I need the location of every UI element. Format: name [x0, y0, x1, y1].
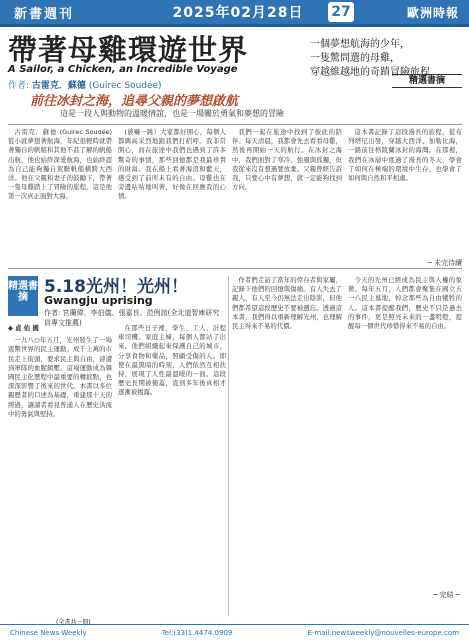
article2-text-4: 今天的光州已經成為民主與人權的象徵。每年五月，人們都會聚集在國立五一八民主墓地，悼念那些為自由犧牲的人。這本書提醒我們，歷史不只是過去的事件，更是照亮未來的一盞明燈，提醒每一個世代珍惜得來不易的自由。	[348, 276, 462, 331]
series-note: (全書共一冊)	[56, 619, 91, 626]
article2-english-title: Gwangju uprising	[44, 294, 153, 307]
article2-byline: ◆ 貞 佑 國	[8, 324, 39, 332]
banner-divider	[8, 124, 462, 125]
article-divider	[8, 268, 462, 269]
issue-date: 2025年02月28日	[172, 5, 304, 21]
page-footer	[0, 624, 469, 640]
article2-col-1	[8, 324, 112, 614]
footer-publication: Chinese News Weekly	[10, 628, 87, 637]
author-name: 古雷克．蘇德	[31, 81, 86, 91]
article1-text-1: 古雷克．蘇德 (Guirec Soudée) 從小就夢想著航海，年紀很輕時就帶著獨自的帆船和其他不甚了解的帆船出航，他也始終深愛航海，也始終認為自己能夠獨自駕駛帆船橫跨大西洋。他在父親和妻子的鼓勵下，帶著一隻母雞踏上了冒險的旅程，這是他第一次真正面對大海。	[8, 128, 112, 201]
page-number: 27	[328, 2, 354, 22]
newspaper-name: 歐洲時報	[406, 5, 459, 20]
article1-text-4: 這本書記錄了這段漫長的旅程，從布列塔尼出發，穿越大西洋、加勒比海，一路前往格陵蘭冰封的海灣。在那裡，我們在冰層中度過了漫長的冬天，學會了如何在極端的環境中生存，也學會了如何與自然和平相處。	[348, 128, 462, 183]
article2-text-2: 在那些日子裡，學生、工人、計程車司機、家庭主婦，每個人都站了出來。他們組織起來保護自己的城市，分享食物和藥品，照顧受傷的人。即使在最黑暗的時刻，人們依然互相扶持，展現了人性最溫暖的一面。這段歷史長期被掩蓋，直到多年後真相才逐漸被揭露。	[118, 324, 226, 397]
article2-signoff: ─ 完結 ─	[433, 591, 460, 599]
article2-col-4	[348, 276, 462, 586]
footer-email: E-mail:newsweekly@nouvelles-europe.com	[307, 628, 459, 637]
section-name: 新書週刊	[14, 6, 75, 22]
article1-col-2	[118, 128, 226, 268]
masthead-rule	[0, 24, 469, 27]
book-title: 帶著母雞環遊世界	[8, 33, 249, 67]
article2-title: 5.18光州！光州！	[44, 277, 188, 297]
column-rule	[228, 276, 229, 616]
tagline-line-3: 穿越維越地的奇蹟冒險旅程	[310, 67, 430, 78]
article2-col-2	[118, 324, 226, 614]
tagline-line-1: 一個夢想航海的少年，	[310, 39, 410, 50]
article1-text-2: (被嚇一跳）大家都好開心，每個人都興高采烈地跟我們打招呼。我非常開心，而在旅途中我們也遇到了許多驚奇的事情，那些回憶都是我最珍貴的財富。我在船上看著海浪和藍天，感受到了前所未有的自由。母雞也在旁邊咕咕地叫著，好像在回應我的心情。	[118, 128, 226, 201]
masthead	[0, 0, 469, 24]
tagline-line-2: 一隻驚問選的母雞，	[310, 53, 400, 64]
author-label: 作者:	[8, 81, 30, 91]
footer-phone: Tel:(33)1.4474.0909	[161, 628, 233, 637]
article2-author: 作者: 宮蘭偉、李伯儀、張嘉良、范例誼(全北道智庫研究員專文推薦)	[44, 309, 220, 327]
article1-text-3: 我們一起在旅途中找到了彼此的陪伴。每天清晨，我都會先去看看母雞，然後再開始一天的航行。在冰封之海中，我們面對了寒冷、強風與孤獨，但我從來沒有想過要放棄。父親曾經告訴我，只要心中有夢想，就一定能夠找到方向。	[232, 128, 342, 192]
book-banner-sub: 這是一段人與動物的溫暖情誼，也是一場關於勇氣和夢想的冒險	[60, 109, 284, 118]
article1-col-3	[232, 128, 342, 268]
book-english-title: A Sailor, a Chicken, an Incredible Voyage	[8, 64, 238, 75]
article1-col-1	[8, 128, 112, 268]
article2-feature-tag: 精選書摘	[8, 276, 38, 316]
article2-col-3	[232, 276, 342, 614]
article2-text-1: 一九八○年五月，光州發生了一場震驚世界的民主運動。成千上萬的市民走上街頭，要求民主與自由，卻遭到軍隊的血腥鎮壓。這場運動成為韓國民主化歷程中最重要的轉捩點，也深深影響了後來的世代。本書以多位親歷者的口述為基礎，重建那十天的經過，讓讀者看見普通人在歷史洪流中的勇氣與堅持。	[8, 336, 112, 418]
book-banner: 前往冰封之海，追尋父親的夢想啟航	[30, 94, 239, 109]
article2-text-3: 作者們走訪了當年的倖存者與家屬，記錄下他們的回憶與傷痛。有人失去了親人，有人至今仍無法走出陰影，但他們都希望這段歷史不要被遺忘。透過這本書，我們得以重新理解光州，也理解民主得來不易的代價。	[232, 276, 342, 331]
excerpt-tag: 精選書摘	[392, 74, 462, 88]
article1-signoff: ─ 未完待續	[427, 259, 462, 267]
article1-col-4	[348, 128, 462, 256]
author-name-en: (Guirec Soudée)	[88, 81, 162, 91]
